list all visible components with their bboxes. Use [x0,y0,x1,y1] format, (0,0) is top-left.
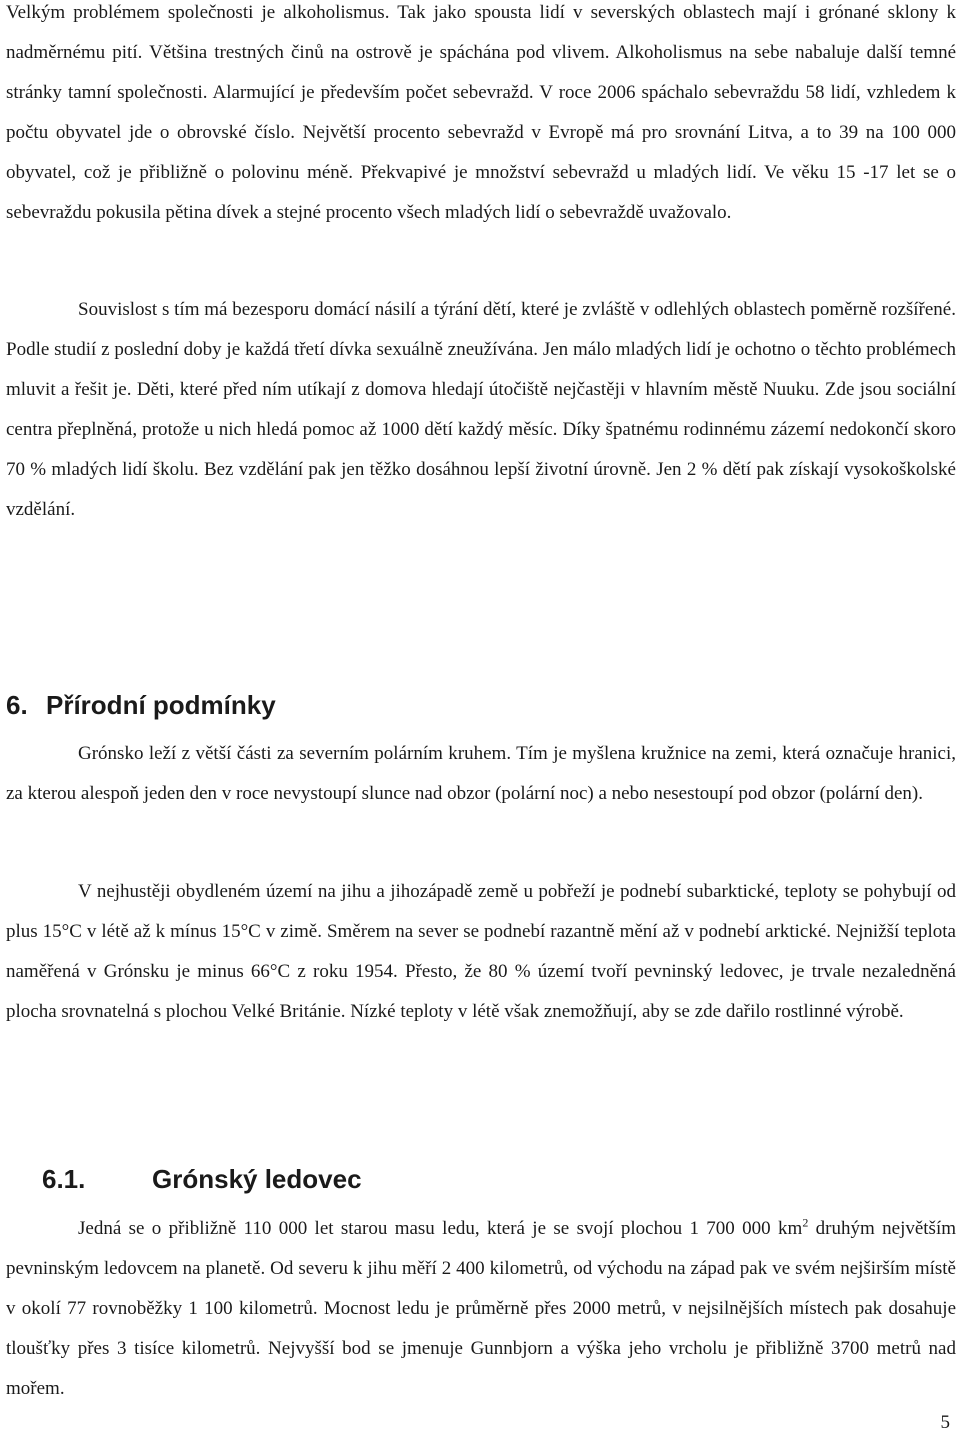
paragraph-ice-sheet [6,1209,956,1409]
paragraph-polar-circle: Grónsko leží z větší části za severním polárním kruhem. Tím je myšlena kružnice na zemi, která označuje hranici, za kterou alespoň jeden den v roce nevystoupí slunce nad obzor (polární noc) a nebo nesestoupí pod obzor (polární den). [6,743,956,804]
paragraph-climate: V nejhustěji obydleném území na jihu a jihozápadě země u pobřeží je podnebí subarktické, teploty se pohybují od plus 15°C v létě až k mínus 15°C v zimě. Směrem na sever se podnebí razantně mění až v podnebí arktické. Nejnižší teplota naměřená v Grónsku je minus 66°C z roku 1954. Přesto, že 80 % území tvoří pevninský ledovec, je trvale nezaledněná plocha srovnatelná s plochou Velké Británie. Nízké teploty v létě však znemožňují, aby se zde dařilo rostlinné výrobě. [6,881,956,1022]
paragraph-alcoholism: Velkým problémem společnosti je alkoholismus. Tak jako spousta lidí v severských oblastech mají i grónané sklony k nadměrnému pití. Většina trestných činů na ostrově je spáchána pod vlivem. Alkoholismus na sebe nabaluje další temné stránky tamní společnosti. Alarmující je především počet sebevražd. V roce 2006 spáchalo sebevraždu 58 lidí, vzhledem k počtu obyvatel jde o obrovské číslo. Největší procento sebevražd v Evropě má pro srovnání Litva, a to 39 na 100 000 obyvatel, což je přibližně o polovinu méně. Překvapivé je množství sebevražd u mladých lidí. Ve věku 15 -17 let se o sebevraždu pokusila pětina dívek a stejné procento všech mladých lidí o sebevraždě uvažovalo. [6,2,956,223]
section-heading-natural-conditions [6,690,276,721]
section-title: Přírodní podmínky [46,690,276,720]
subsection-number: 6.1. [42,1164,86,1194]
page-number: 5 [940,1412,950,1433]
document-page [6,0,956,1444]
ice-sheet-text-start: Jedná se o přibližně 110 000 let starou masu ledu, která je se svojí plochou 1 700 000 km [78,1218,803,1239]
superscript-two: 2 [802,1215,809,1230]
subsection-heading-ice-sheet [42,1164,362,1195]
subsection-title: Grónský ledovec [152,1164,362,1194]
section-number: 6. [6,690,28,720]
ice-sheet-text-end: druhým největším pevninským ledovcem na planetě. Od severu k jihu měří 2 400 kilometrů, od východu na západ pak ve svém nejširším místě v okolí 77 rovnoběžky 1 100 kilometrů. Mocnost ledu je průměrně přes 2000 metrů, v nejsilnějších místech pak dosahuje tloušťky přes 3 tisíce kilometrů. Nejvyšší bod se jmenuje Gunnbjorn a výška jeho vrcholu je přibližně 3700 metrů nad mořem. [6,1218,957,1399]
paragraph-domestic-violence: Souvislost s tím má bezesporu domácí násilí a týrání dětí, které je zvláště v odlehlých oblastech poměrně rozšířené. Podle studií z poslední doby je každá třetí dívka sexuálně zneužívána. Jen málo mladých lidí je ochotno o těchto problémech mluvit a řešit je. Děti, které před ním utíkají z domova hledají útočiště nejčastěji v hlavním městě Nuuku. Zde jsou sociální centra přeplněná, protože u nich hledá pomoc až 1000 dětí každý měsíc. Díky špatnému rodinnému zázemí nedokončí skoro 70 % mladých lidí školu. Bez vzdělání pak jen těžko dosáhnou lepší životní úrovně. Jen 2 % dětí pak získají vysokoškolské vzdělání. [6,299,956,520]
